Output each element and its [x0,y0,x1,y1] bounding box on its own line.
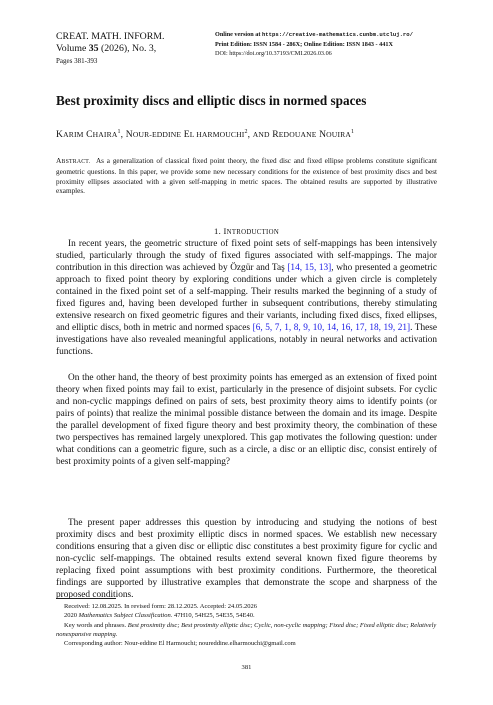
footnote-divider [56,598,116,599]
doi-line[interactable]: DOI: https://doi.org/10.37193/CMI.2026.03.06 [215,50,332,58]
author-list: KARIM CHAIRA$^1$, NOUR-EDDINE EL HARMOUCHI$^2$, AND REDOUANE NOUIRA$^1$ [56,128,355,140]
intro-paragraph-3: The present paper addresses this question by introducing and studying the notions of best proximity discs and best proximity elliptic discs in normed spaces. We establish new necessary conditions ensuring that a given disc or elliptic disc constitutes a best proximity figure for cyclic and non-cyclic self-mappings. The obtained results extend several known fixed figure theorems by replacing fixed point assumptions with best proximity conditions. Furthermore, the theoretical findings are supported by illustrative examples that demonstrate the scope and sharpness of the proposed conditions. [56,518,437,600]
journal-header [56,30,216,66]
volume-number: 35 [88,43,99,54]
citation-link[interactable]: [6, 5, 7, 1, 8, 9, 10, 14, 16, 17, 18, 19, 21] [252,322,411,333]
online-label: Online version at [215,31,262,38]
msc-classification: 2020 Mathematics Subject Classification. 47H10, 54H25, 54E35, 54E40. [64,612,255,620]
paper-title: Best proximity discs and elliptic discs in normed spaces [56,93,367,108]
keywords: Key words and phrases. Best proximity disc; Best proximity elliptic disc; Cyclic, non-cyclic mapping; Fixed disc; Fixed elliptic disc; Relatively nonexpansive mapping. [56,621,437,638]
volume-suffix: (2026), No. 3, [98,43,157,54]
received-dates: Received: 12.08.2025. In revised form: 28.12.2025. Accepted: 24.05.2026 [64,603,257,610]
section-heading-introduction: 1. INTRODUCTION [213,226,280,236]
page-number: 381 [241,664,252,671]
author-el-harmouchi: NOUR-EDDINE EL HARMOUCHI$^2$ [125,128,248,140]
abstract [56,156,437,197]
volume-prefix: Volume [56,43,89,54]
author-nouira: REDOUANE NOUIRA$^1$ [272,128,355,140]
corresponding-author: Corresponding author: Nour-eddine El Harmouchi; noureddine.elharmouchi@gmail.com [64,640,296,648]
footnotes [56,602,440,648]
author-chaira: KARIM CHAIRA$^1$ [56,128,121,140]
abstract-label: ABSTRACT. [56,156,91,165]
author-conjunction: AND [252,130,270,139]
publication-info [215,30,445,59]
online-url[interactable]: https://creative-mathematics.cunbm.utcluj.ro/ [261,31,413,38]
page-range: Pages 381-393 [56,57,98,65]
issn-line: Print Edition: ISSN 1584 - 286X; Online Edition: ISSN 1843 - 441X [215,40,393,48]
citation-link[interactable]: [14, 15, 13] [287,262,332,273]
intro-paragraph-1: In recent years, the geometric structure of fixed point sets of self-mappings has been intensively studied, particularly through the study of fixed figures associated with self-mappings. The major contribution in this direction was achieved by Özgür and Taş [14, 15, 13], who presented a geometric approach to fixed point theory by exploring conditions under which a given circle is completely contained in the fixed point set of a self-mapping. Their results marked the beginning of a study of fixed figures and, having been developed further in subsequent contributions, thereby stimulating extensive research on fixed geometric figures and their variants, including fixed discs, fixed ellipses, and elliptic discs, both in metric and normed spaces [6, 5, 7, 1, 8, 9, 10, 14, 16, 17, 18, 19, 21]. These investigations have also revealed meaningful applications, notably in neural networks and activation functions. [56,239,437,357]
online-version-line [215,30,445,40]
abstract-text: As a generalization of classical fixed point theory, the fixed disc and fixed ellipse problems constitute significant geometric questions. In this paper, we provide some new necessary conditions for the existence of best proximity discs and best proximity ellipses associated with a given self-mapping in metric spaces. The obtained results are supported by illustrative examples. [56,157,438,196]
journal-name: CREAT. MATH. INFORM. [56,31,165,42]
volume-issue [56,43,216,55]
intro-paragraph-2: On the other hand, the theory of best proximity points has emerged as an extension of fixed point theory when fixed points may fail to exist, particularly in the presence of disjoint subsets. For cyclic and non-cyclic mappings defined on pairs of sets, best proximity theory aims to identify points (or pairs of points) that realize the minimal possible distance between the domain and its image. Despite the parallel development of fixed figure theory and best proximity theory, the combination of these two perspectives has remained largely unexplored. This gap motivates the following question: under what conditions can a geometric figure, such as a circle, a disc or an elliptic disc, consist entirely of best proximity points of a given self-mapping? [56,373,437,467]
